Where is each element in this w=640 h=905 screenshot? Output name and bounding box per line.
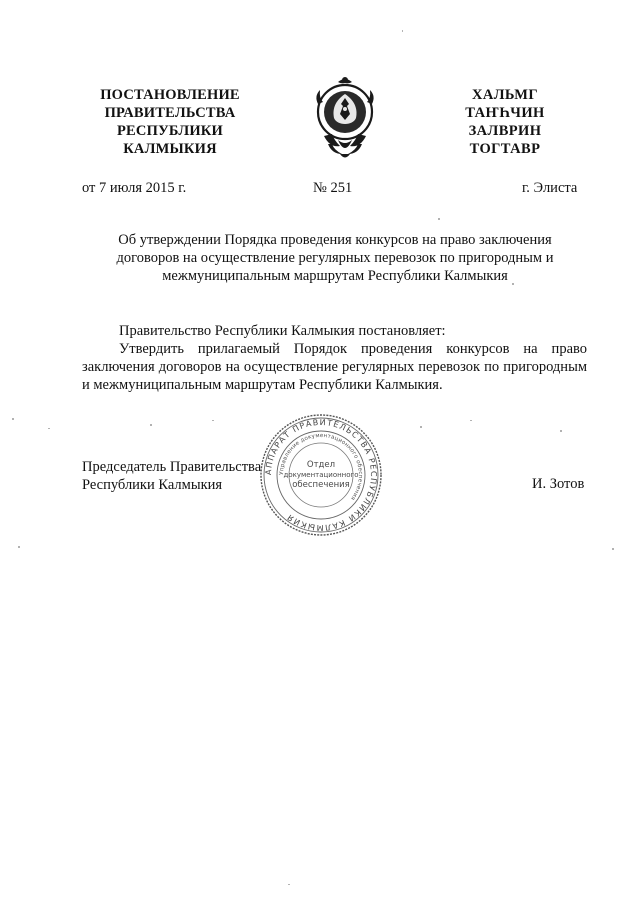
scan-speck bbox=[420, 426, 422, 428]
stamp-center-text bbox=[259, 413, 383, 537]
signatory-position bbox=[82, 458, 261, 494]
official-stamp bbox=[259, 413, 383, 537]
signatory-position-line: Республики Калмыкия bbox=[82, 477, 223, 493]
document-date: от 7 июля 2015 г. bbox=[82, 180, 187, 196]
header-right-title bbox=[445, 86, 565, 158]
header-right-line: ЗАЛВРИН bbox=[468, 123, 542, 139]
decree-intro: Правительство Республики Калмыкия постановляет: bbox=[119, 323, 446, 339]
stamp-inner-text: Управление документационного обеспечения bbox=[278, 432, 364, 502]
stamp-center-line: Отдел bbox=[306, 459, 336, 470]
scan-speck bbox=[150, 424, 152, 426]
scan-speck bbox=[470, 420, 472, 421]
stamp-center-line: документационного bbox=[283, 470, 359, 479]
signatory-position-line: Председатель Правительства bbox=[82, 459, 262, 475]
scan-speck bbox=[512, 283, 514, 285]
document-city: г. Элиста bbox=[522, 180, 578, 196]
document-title-line: договоров на осуществление регулярных перевозок по пригородным и bbox=[116, 250, 554, 266]
decree-text: Утвердить прилагаемый Порядок проведения конкурсов на право заключения договоров на осуществление регулярных перевозок по пригородным и межмуниципальным маршрутам Республики Калмыкия. bbox=[82, 341, 587, 393]
scan-speck bbox=[612, 548, 614, 550]
stamp-center-line: обеспечения bbox=[292, 479, 350, 490]
header-right-line: ТОГТАВР bbox=[469, 141, 541, 157]
document-title-line: Об утверждении Порядка проведения конкурсов на право заключения bbox=[118, 232, 552, 248]
scan-speck bbox=[12, 418, 14, 420]
scan-speck bbox=[560, 430, 562, 432]
signatory-name: И. Зотов bbox=[532, 476, 585, 492]
decree-body bbox=[82, 322, 587, 394]
header-right-line: ХАЛЬМГ bbox=[471, 87, 539, 103]
coat-of-arms-emblem bbox=[310, 74, 380, 162]
scan-speck bbox=[402, 30, 403, 32]
scan-speck bbox=[212, 420, 214, 421]
header-right-line: ТАҤҺЧИН bbox=[465, 105, 545, 121]
header-left-title bbox=[80, 86, 260, 158]
scan-speck bbox=[438, 218, 440, 220]
document-title bbox=[90, 231, 580, 285]
header-left-line: РЕСПУБЛИКИ bbox=[116, 123, 224, 139]
document-title-line: межмуниципальным маршрутам Республики Калмыкия bbox=[162, 268, 508, 284]
header-left-line: ПРАВИТЕЛЬСТВА bbox=[104, 105, 236, 121]
stamp-outer-text: АППАРАТ ПРАВИТЕЛЬСТВА РЕСПУБЛИКИ КАЛМЫКИЯ bbox=[263, 417, 379, 533]
scan-speck bbox=[18, 546, 20, 548]
scan-speck bbox=[288, 884, 290, 885]
header-left-line: ПОСТАНОВЛЕНИЕ bbox=[100, 87, 240, 103]
header-left-line: КАЛМЫКИЯ bbox=[123, 141, 217, 157]
scan-speck bbox=[48, 428, 50, 429]
document-number: № 251 bbox=[313, 180, 353, 196]
